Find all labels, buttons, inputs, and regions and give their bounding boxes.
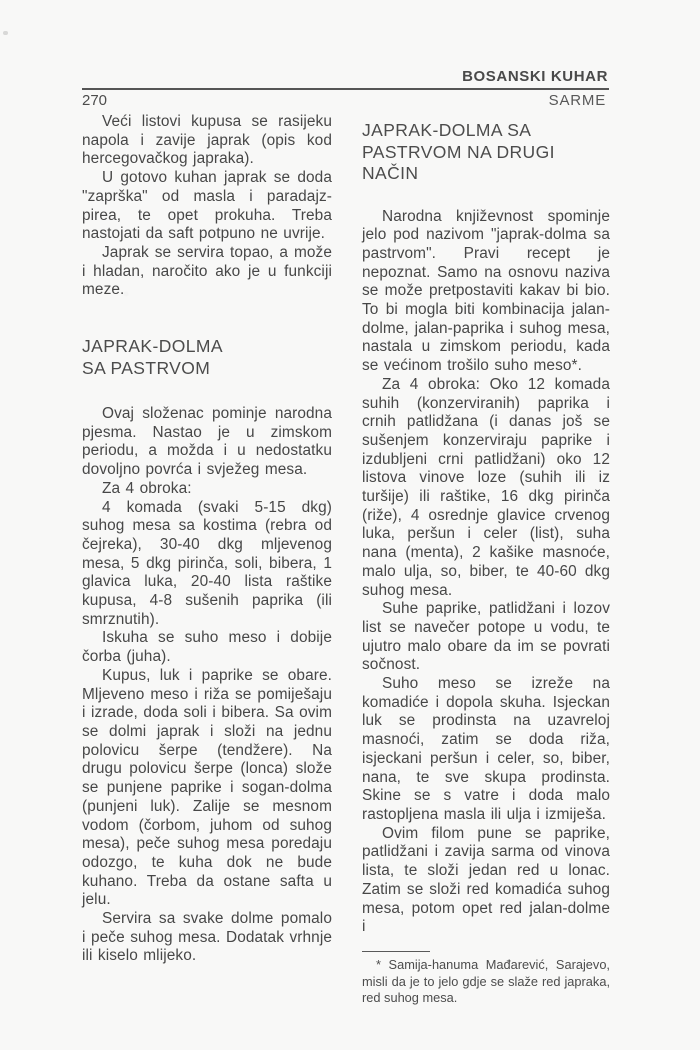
left-column xyxy=(82,113,332,1007)
paragraph: 4 komada (svaki 5-15 dkg) suhog mesa sa kostima (rebra od čejreka), 30-40 dkg mljevenog mesa, 5 dkg pirinča, soli, bibera, 1 glavica luka, 20-40 lista raštike kupusa, 4-8 sušenih paprika (ili smrznutih). xyxy=(82,498,332,628)
right-column xyxy=(362,113,610,1007)
footnote-rule xyxy=(362,951,430,952)
section-title: SARME xyxy=(548,92,606,109)
paragraph: Za 4 obroka: xyxy=(102,479,192,497)
book-title: BOSANSKI KUHAR xyxy=(462,68,608,85)
paragraph: Kupus, luk i paprike se obare. Mljeveno meso i riža se pomiješaju i izrade, doda soli i bibera. Sa ovim se dolmi japrak i složi na jednu polovicu šerpe (tendžere). Na drugu polovicu šerpe (lonca) slože se punjene paprike i sogan-dolma (punjeni luk). Zalije se mesnom vodom (čorbom, juhom od suhog mesa), peče suhog mesa poredaju odozgo, te kuha dok ne bude kuhano. Treba da ostane safta u jelu. xyxy=(82,666,332,909)
recipe-title-line: JAPRAK-DOLMA SA xyxy=(362,120,532,140)
paragraph: Japrak se servira topao, a može i hladan, naročito ako je u funkciji meze. xyxy=(82,243,332,299)
paragraph: Narodna književnost spominje jelo pod nazivom "japrak-dolma sa pastrvom". Pravi recept je nepoznat. Samo na osnovu naziva se može pretpostaviti kakav bi bio. To bi mogla biti kombinacija jalan-dolme, jalan-paprika i suhog mesa, nastala u zimskom periodu, kada se većinom trošilo suho meso*. xyxy=(362,207,610,375)
paragraph: Ovim filom pune se paprike, patlidžani i zavija sarma od vinova lista, te složi jedan red u lonac. Zatim se složi red komadića suhog mesa, potom opet red jalan-dolme i xyxy=(362,824,610,936)
paragraph: Suho meso se izreže na komadiće i dopola skuha. Isjeckan luk se prodinsta na uzavreloj masnoći, zatim se doda riža, isjeckani peršun i celer, so, biber, nana, te sve skupa prodinsta. Skine se s vatre i doda malo rastopljena masla ili ulja i izmiješa. xyxy=(362,675,610,823)
paragraph: Veći listovi kupusa se rasijeku napola i zavije japrak (opis kod hercegovačkog japraka). xyxy=(82,113,332,168)
paragraph: Za 4 obroka: Oko 12 komada suhih (konzerviranih) paprika i crnih patlidžana (i danas još se sušenjem konzerviraju paprike i izdubljeni crni patlidžani) oko 12 listova vinove loze (suhih ili iz turšije) ili raštike, 16 dkg pirinča (riže), 4 osrednje glavice crvenog luka, peršun i celer (list), suha nana (menta), 2 kašike masnoće, malo ulja, so, biber, te 40-60 dkg suhog mesa. xyxy=(362,375,610,599)
text-columns xyxy=(82,113,610,1007)
footnote-block xyxy=(362,951,610,1007)
footnote-text: * Samija-hanuma Mađarević, Sarajevo, misli da je to jelo gdje se slaže red japraka, red suhog mesa. xyxy=(362,956,610,1006)
paragraph: Iskuha se suho meso i dobije čorba (juha). xyxy=(82,629,332,666)
scan-artifact xyxy=(3,31,8,35)
paragraph: U gotovo kuhan japrak se doda "zaprška" od masla i paradajz-pirea, te opet prokuha. Treba nastojati da saft potpuno ne uvrije. xyxy=(82,169,332,243)
paragraph: Ovaj složenac pominje narodna pjesma. Nastao je u zimskom periodu, a možda i u nedostatku dovoljno povrća i svježeg mesa. xyxy=(82,405,332,479)
paragraph: Servira sa svake dolme pomalo i peče suhog mesa. Dodatak vrhnje ili kiselo mlijeko. xyxy=(82,910,332,965)
recipe-title-line: PASTRVOM NA DRUGI NAČIN xyxy=(362,141,555,183)
recipe-title-line: JAPRAK-DOLMA xyxy=(82,336,223,357)
header-rule xyxy=(82,88,609,90)
recipe-title-japrak-dolma-sa-pastrvom xyxy=(82,336,332,379)
paragraph: Suhe paprike, patlidžani i lozov list se navečer potope u vodu, te ujutro malo obare da im se povrati sočnost. xyxy=(362,600,610,674)
recipe-title-line: SA PASTRVOM xyxy=(82,357,211,378)
page-number: 270 xyxy=(82,92,108,109)
recipe-title-japrak-dolma-na-drugi-nacin xyxy=(362,120,610,185)
